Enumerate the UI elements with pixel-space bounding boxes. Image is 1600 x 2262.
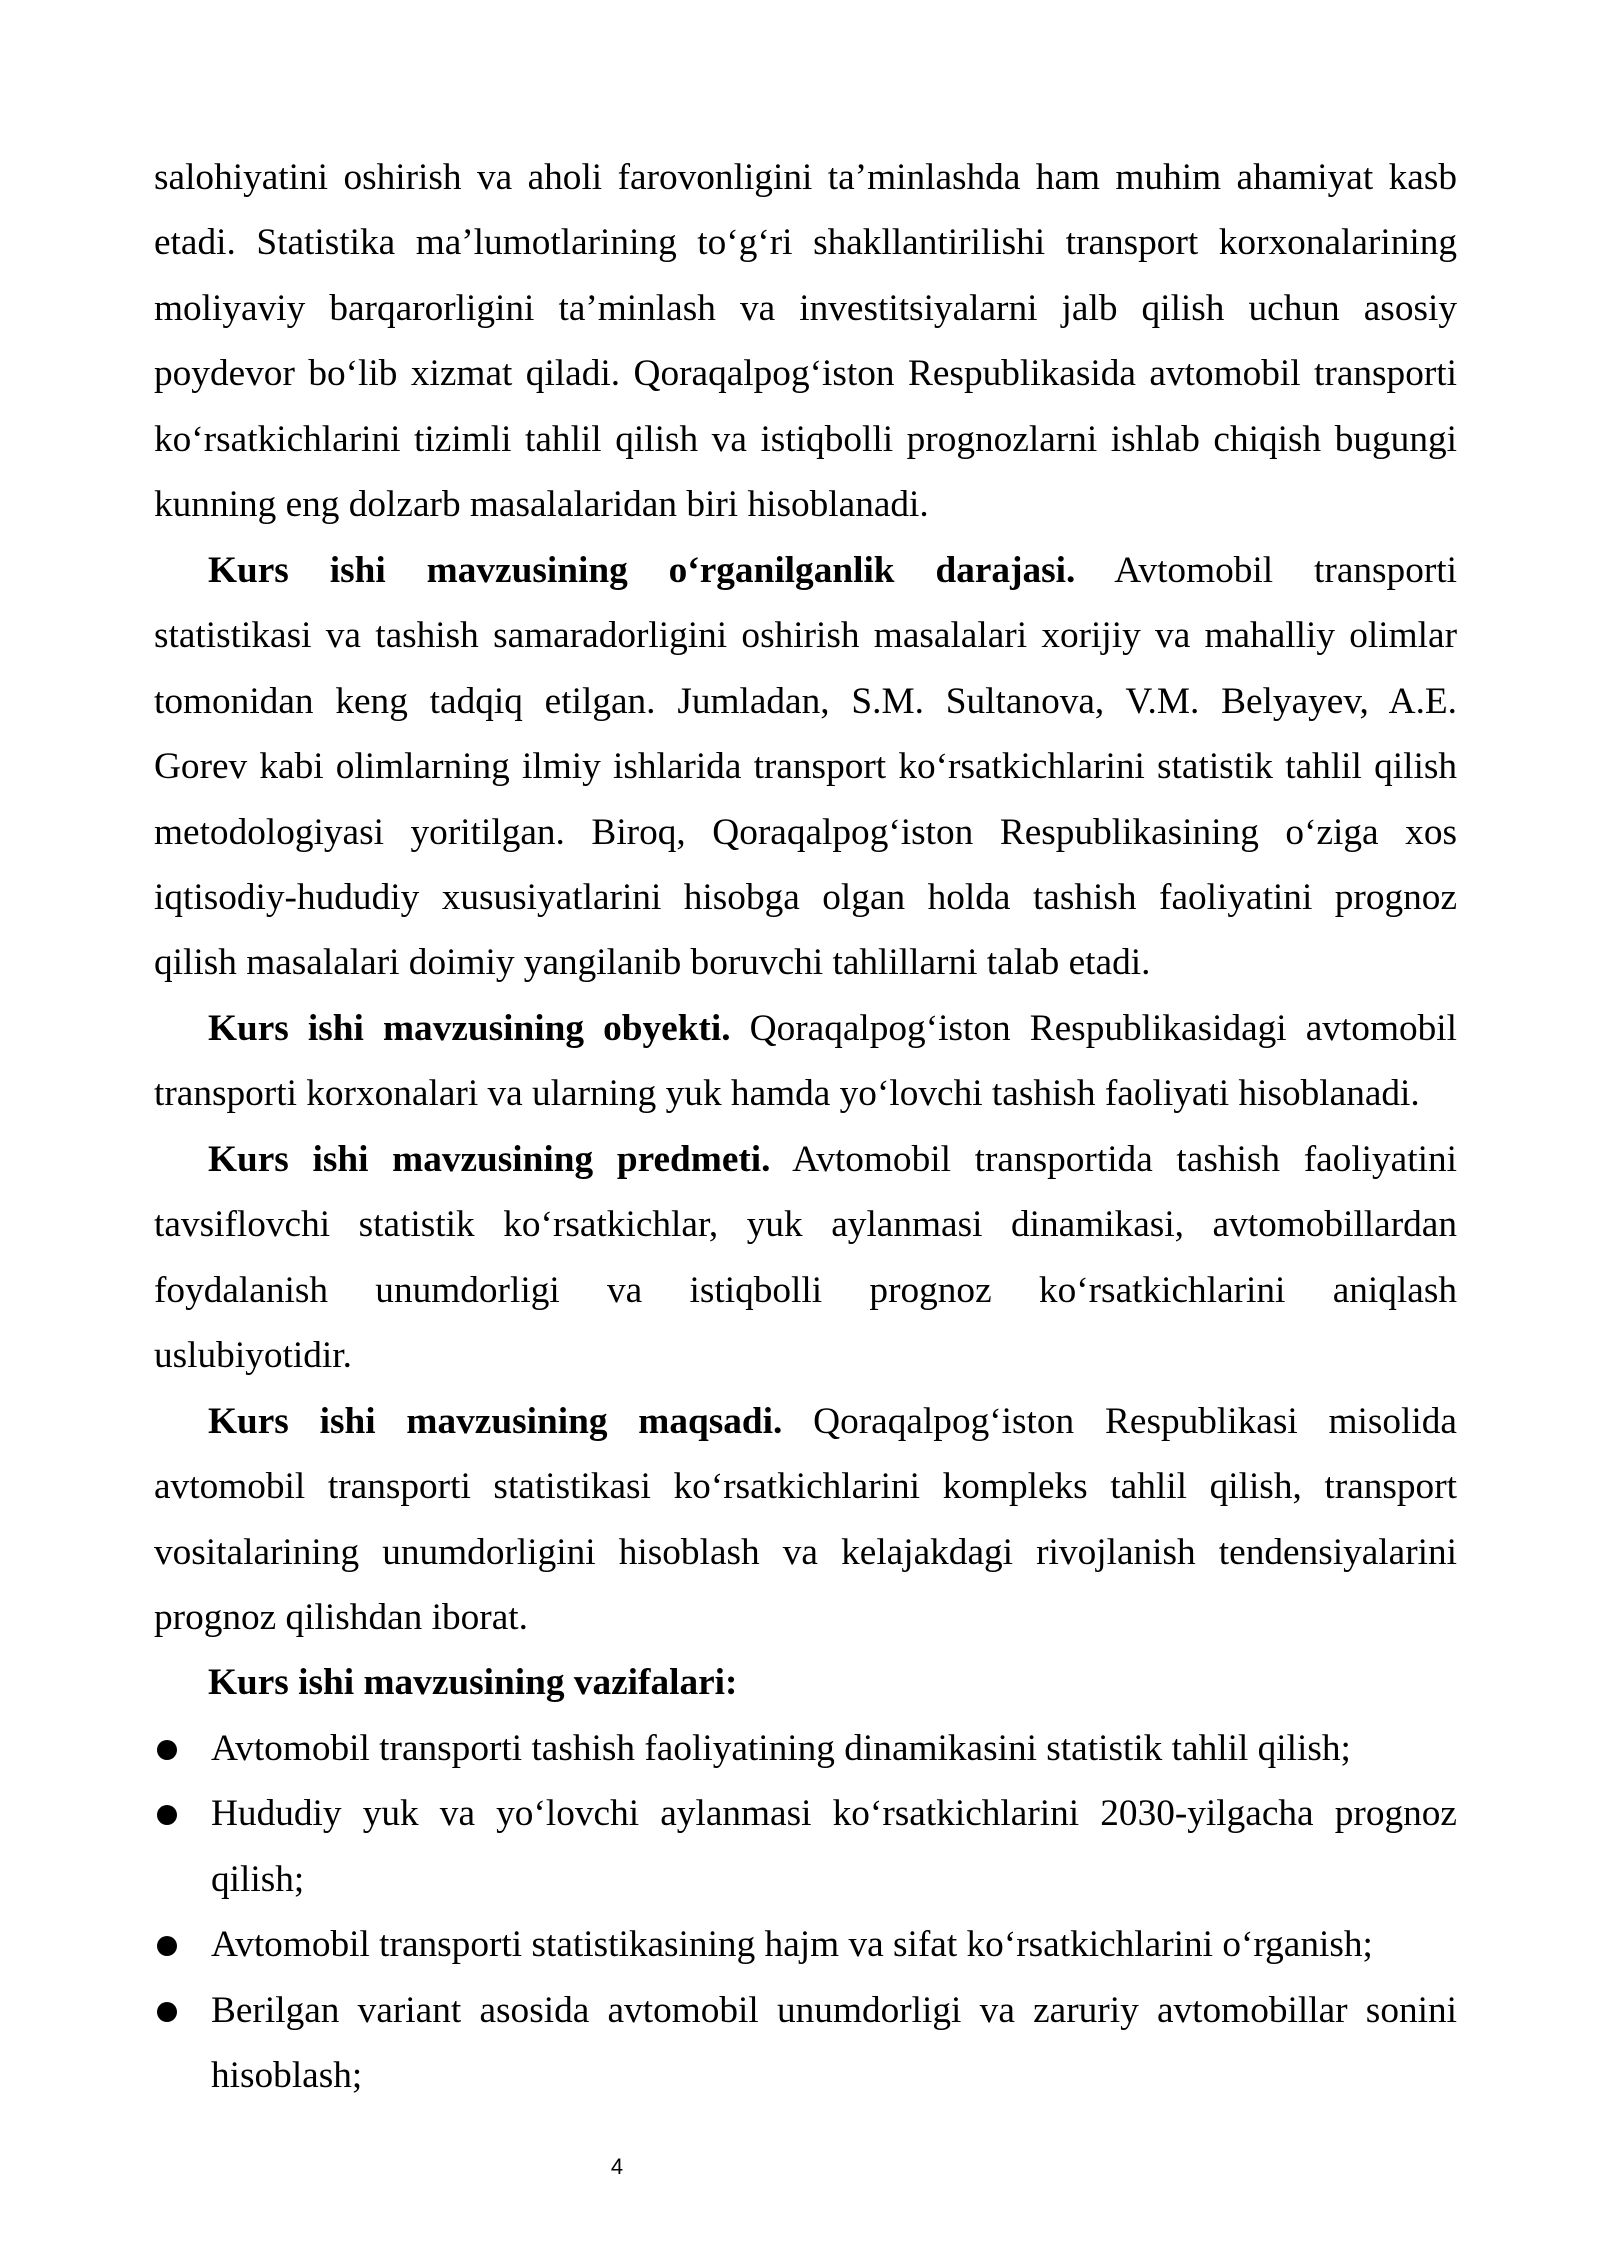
bullet-icon [157,2002,177,2022]
text-line: tomonidan keng tadqiq etilgan. Jumladan, S.M. Sultanova, V.M. Belyayev, A.E. [154,680,1457,722]
text-line: avtomobil transporti statistikasi ko‘rsatkichlarini kompleks tahlil qilish, transport [154,1466,1457,1508]
text-line [154,996,1457,1061]
paragraph-heading: Kurs ishi mavzusining maqsadi. [208,1400,783,1442]
text-line: kunning eng dolzarb masalalaridan biri hisoblanadi. [154,484,929,526]
list-item [154,1781,1457,1912]
paragraph-subject [154,1127,1457,1389]
paragraph-intro [154,145,1457,538]
bullet-icon [157,1740,177,1760]
text-line: Avtomobil transporti statistikasining hajm va sifat ko‘rsatkichlarini o‘rganish; [211,1924,1373,1966]
task-list-heading: Kurs ishi mavzusining vazifalari: [208,1662,738,1704]
text-line: Hududiy yuk va yo‘lovchi aylanmasi ko‘rsatkichlarini 2030-yilgacha prognoz [211,1793,1457,1835]
text-segment: Avtomobil transporti [1114,549,1457,591]
text-line: foydalanish unumdorligi va istiqbolli prognoz ko‘rsatkichlarini aniqlash [154,1269,1457,1311]
text-segment: Qoraqalpog‘iston Respublikasi misolida [813,1400,1457,1442]
text-line: qilish; [211,1858,305,1900]
paragraph-object [154,996,1457,1127]
text-line: tavsiflovchi statistik ko‘rsatkichlar, yuk aylanmasi dinamikasi, avtomobillardan [154,1204,1457,1246]
text-line: prognoz qilishdan iborat. [154,1596,528,1638]
text-line [154,538,1457,603]
document-body [154,145,1457,2109]
text-segment: Avtomobil transportida tashish faoliyatini [792,1138,1457,1180]
list-item [154,1716,1457,1781]
text-line: ko‘rsatkichlarini tizimli tahlil qilish va istiqbolli prognozlarni ishlab chiqish bugungi [154,418,1457,460]
text-line: Gorev kabi olimlarning ilmiy ishlarida transport ko‘rsatkichlarini statistik tahlil qilish [154,746,1457,788]
text-line: Avtomobil transporti tashish faoliyatining dinamikasini statistik tahlil qilish; [211,1727,1351,1769]
text-line: uslubiyotidir. [154,1335,352,1377]
paragraph-degree-of-study [154,538,1457,996]
text-line: iqtisodiy-hududiy xususiyatlarini hisobga olgan holda tashish faoliyatini prognoz [154,876,1457,918]
bullet-icon [157,1805,177,1825]
list-item [154,1978,1457,2109]
text-line [154,1389,1457,1454]
paragraph-goal [154,1389,1457,1651]
paragraph-heading: Kurs ishi mavzusining predmeti. [208,1138,771,1180]
page-number: 4 [610,2154,624,2179]
paragraph-heading: Kurs ishi mavzusining obyekti. [208,1007,731,1049]
list-item [154,1912,1457,1977]
text-line: hisoblash; [211,2055,363,2097]
text-line: salohiyatini oshirish va aholi farovonligini ta’minlashda ham muhim ahamiyat kasb [154,157,1457,198]
text-segment: Qoraqalpog‘iston Respublikasidagi avtomobil [749,1007,1457,1049]
paragraph-heading: Kurs ishi mavzusining o‘rganilganlik darajasi. [208,549,1076,591]
bullet-icon [157,1936,177,1956]
task-list [154,1650,1457,2108]
text-line [154,1127,1457,1192]
text-line: Berilgan variant asosida avtomobil unumdorligi va zaruriy avtomobillar sonini [211,1989,1457,2031]
text-line: moliyaviy barqarorligini ta’minlash va investitsiyalarni jalb qilish uchun asosiy [154,287,1457,329]
text-line: statistikasi va tashish samaradorligini oshirish masalalari xorijiy va mahalliy olimlar [154,615,1457,657]
text-line: poydevor bo‘lib xizmat qiladi. Qoraqalpog‘iston Respublikasida avtomobil transporti [154,353,1457,395]
text-line: vositalarining unumdorligini hisoblash va kelajakdagi rivojlanish tendensiyalarini [154,1531,1457,1573]
text-line: metodologiyasi yoritilgan. Biroq, Qoraqalpog‘iston Respublikasining o‘ziga xos [154,811,1457,853]
text-line: etadi. Statistika ma’lumotlarining to‘g‘ri shakllantirilishi transport korxonalarining [154,222,1457,264]
text-line: transporti korxonalari va ularning yuk hamda yo‘lovchi tashish faoliyati hisoblanadi. [154,1073,1420,1115]
text-line: qilish masalalari doimiy yangilanib boruvchi tahlillarni talab etadi. [154,942,1151,984]
